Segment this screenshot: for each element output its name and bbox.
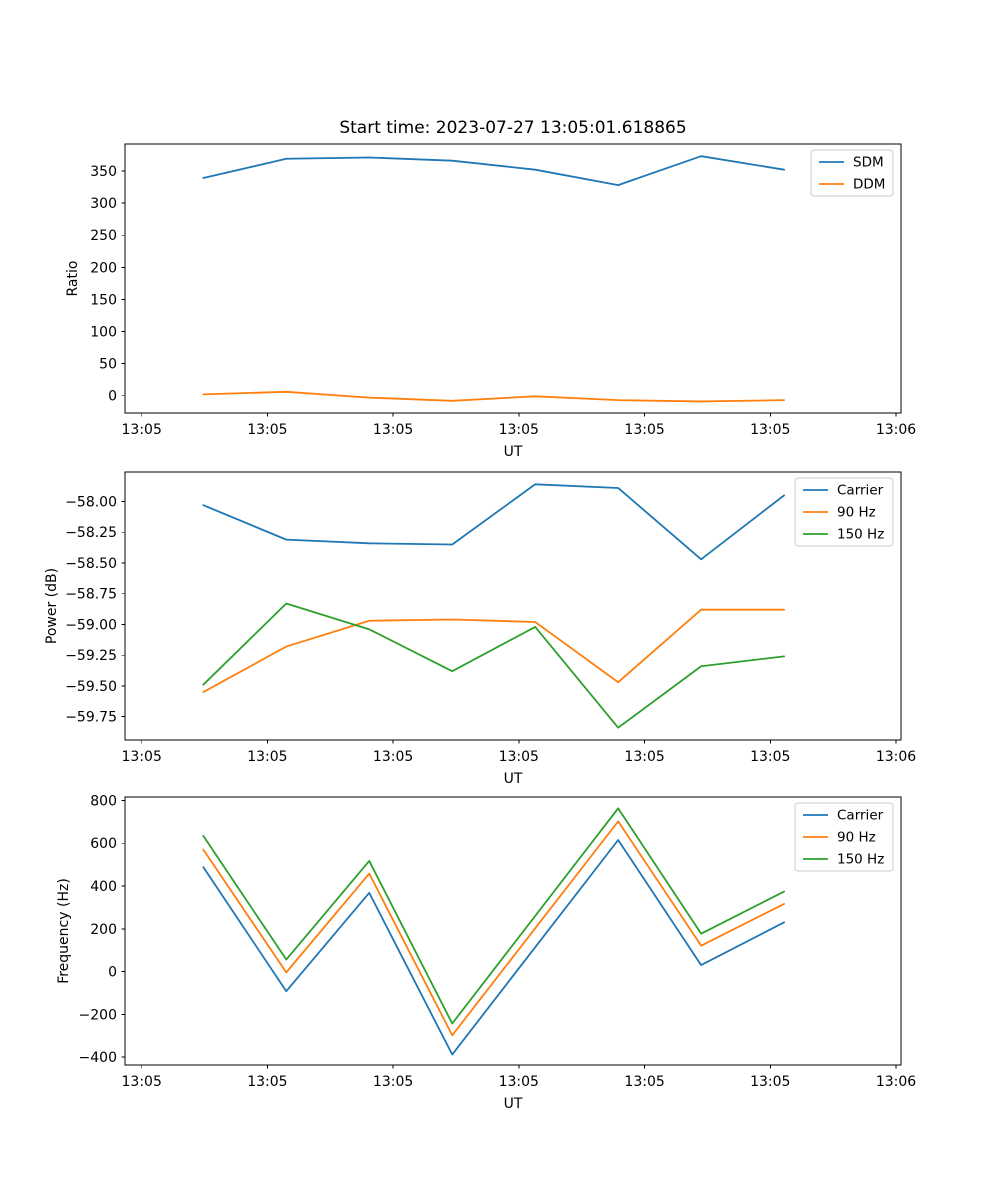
x-tick-label: 13:05 (121, 422, 162, 438)
y-tick-label: −58.75 (65, 586, 117, 603)
legend-label: Carrier (837, 807, 884, 824)
legend-label: DDM (853, 176, 886, 193)
x-axis-power (122, 740, 917, 787)
y-tick-label: 150 (90, 292, 117, 309)
y-tick-label: −58.00 (65, 494, 117, 511)
y-axis-frequency (56, 793, 125, 1066)
x-tick-label: 13:05 (121, 749, 162, 765)
y-tick-label: 350 (90, 164, 117, 180)
y-tick-label: 800 (90, 793, 117, 810)
x-tick-label: 13:05 (624, 1074, 665, 1090)
x-tick-label: 13:06 (875, 1074, 917, 1090)
legend-label: Carrier (837, 482, 884, 499)
y-tick-label: −400 (78, 1050, 117, 1067)
series-line-carrier (203, 840, 784, 1055)
subplot-power (44, 472, 916, 787)
y-axis-title: Power (dB) (44, 567, 60, 645)
legend-label: 90 Hz (837, 829, 876, 846)
y-tick-label: −58.25 (65, 525, 117, 542)
series-line-ddm (203, 392, 784, 402)
y-tick-label: 200 (90, 260, 117, 277)
y-tick-label: −58.50 (65, 556, 117, 572)
legend-label: SDM (853, 154, 884, 171)
x-axis-title: UT (503, 771, 523, 787)
y-axis-title: Frequency (Hz) (56, 878, 72, 984)
y-tick-label: 0 (108, 964, 117, 981)
series-line-carrier (203, 484, 784, 559)
y-tick-label: −59.75 (65, 709, 117, 726)
series-line-150-hz (203, 604, 784, 728)
y-axis-ratio (65, 164, 125, 405)
x-tick-label: 13:05 (498, 1074, 539, 1090)
y-axis-power (44, 495, 125, 726)
x-tick-label: 13:06 (875, 422, 917, 438)
x-tick-label: 13:05 (498, 422, 539, 438)
series-line-sdm (203, 156, 784, 185)
y-tick-label: −59.50 (65, 678, 117, 695)
y-tick-label: 600 (90, 836, 117, 853)
y-tick-label: 50 (99, 356, 117, 373)
y-tick-label: −59.00 (65, 617, 117, 634)
x-tick-label: 13:05 (247, 1074, 288, 1090)
legend-label: 90 Hz (837, 504, 876, 521)
x-tick-label: 13:05 (372, 749, 414, 765)
x-axis-title: UT (503, 1096, 523, 1112)
legend-label: 150 Hz (837, 526, 885, 543)
axes-frame (125, 144, 901, 413)
subplots-group (44, 144, 916, 1112)
x-axis-frequency (122, 1065, 917, 1112)
y-tick-label: 100 (90, 324, 117, 341)
y-tick-label: −200 (78, 1007, 117, 1024)
legend-power (795, 478, 893, 546)
x-tick-label: 13:05 (750, 749, 791, 765)
x-tick-label: 13:05 (121, 1074, 162, 1090)
figure-title: Start time: 2023-07-27 13:05:01.618865 (339, 118, 687, 138)
x-axis-title: UT (503, 444, 523, 460)
x-tick-label: 13:05 (624, 749, 665, 765)
y-tick-label: 300 (90, 196, 117, 213)
series-line-150-hz (203, 808, 784, 1023)
y-tick-label: 200 (90, 921, 117, 938)
subplot-frequency (56, 793, 916, 1112)
x-tick-label: 13:05 (750, 1074, 791, 1090)
axes-frame (125, 472, 901, 740)
legend-ratio (811, 150, 893, 196)
x-tick-label: 13:05 (372, 422, 414, 438)
x-tick-label: 13:05 (750, 422, 791, 438)
axes-frame (125, 797, 901, 1065)
x-tick-label: 13:05 (372, 1074, 414, 1090)
x-tick-label: 13:05 (247, 422, 288, 438)
y-tick-label: 0 (108, 388, 117, 405)
y-axis-title: Ratio (65, 260, 81, 297)
x-tick-label: 13:06 (875, 749, 917, 765)
series-line-90-hz (203, 610, 784, 692)
x-tick-label: 13:05 (247, 749, 288, 765)
x-tick-label: 13:05 (498, 749, 539, 765)
y-tick-label: 250 (90, 228, 117, 245)
y-tick-label: 400 (90, 879, 117, 895)
x-axis-ratio (122, 413, 917, 460)
legend-frequency (795, 803, 893, 871)
x-tick-label: 13:05 (624, 422, 665, 438)
y-tick-label: −59.25 (65, 648, 117, 665)
legend-label: 150 Hz (837, 851, 885, 868)
subplot-ratio (65, 144, 916, 460)
